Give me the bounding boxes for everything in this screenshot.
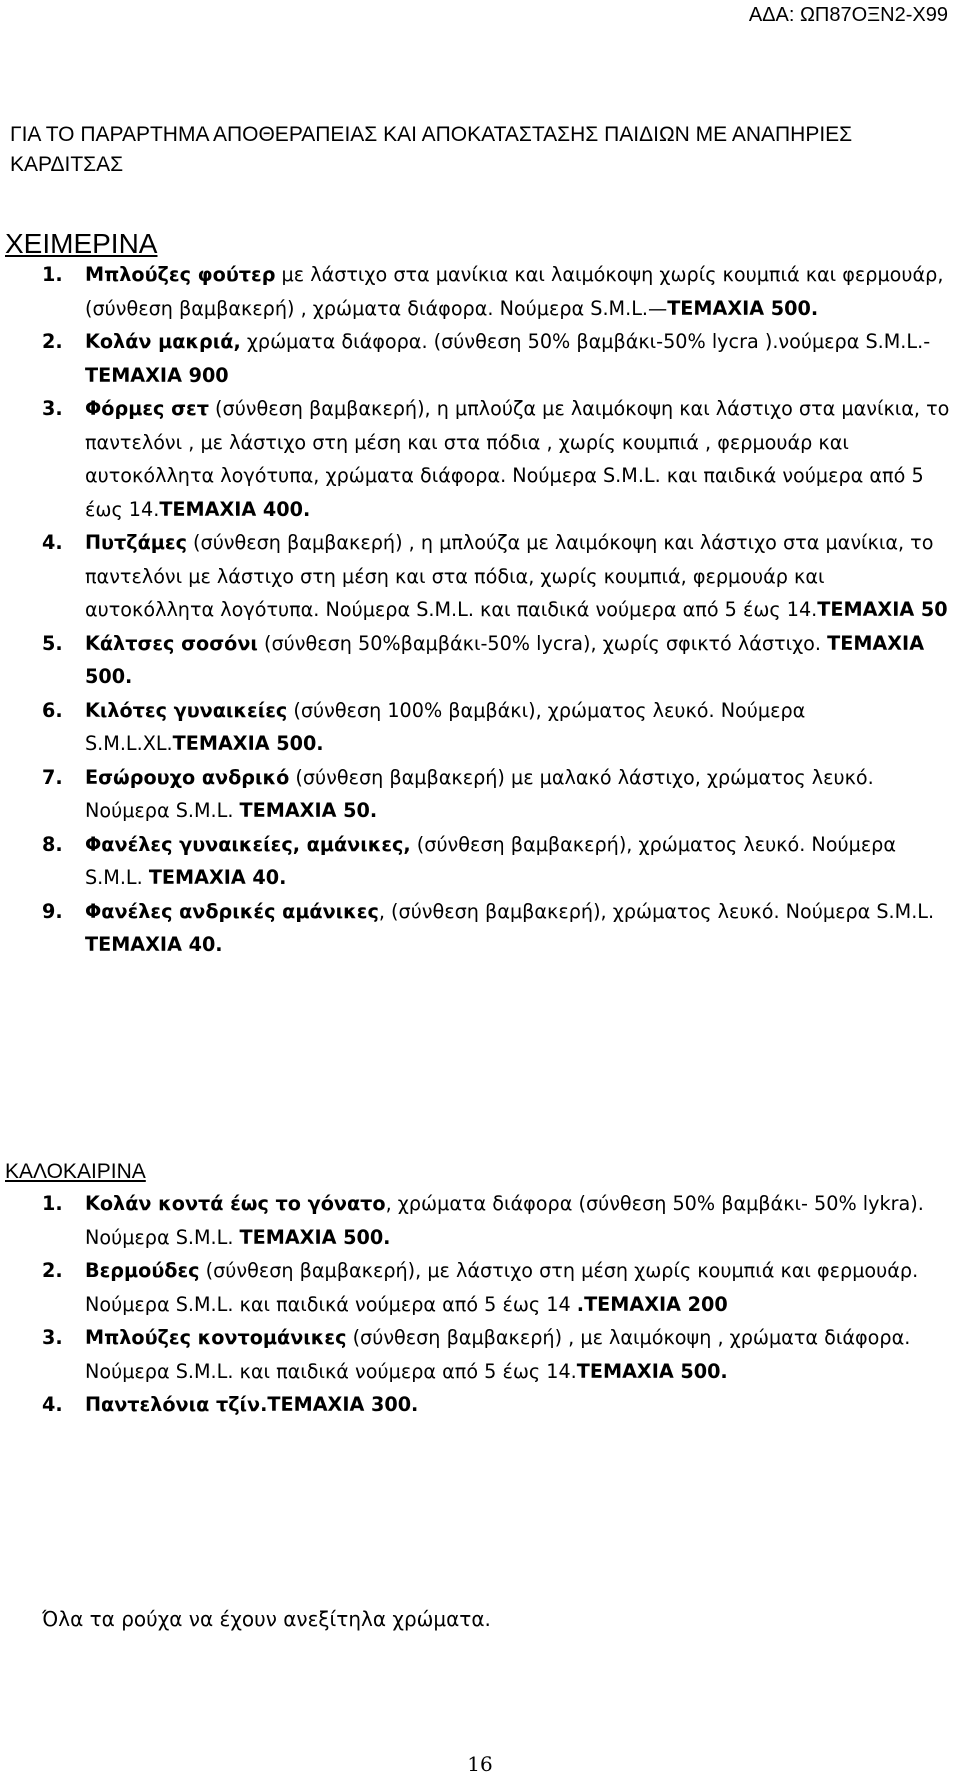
item-description: (σύνθεση 100% βαμβάκι), χρώματος λευκό. Νούμερα S.M.L.XL. [85,698,806,755]
list-item [42,761,957,828]
item-quantity: ΤΕΜΑΧΙΑ 40. [148,866,287,889]
item-name: Κιλότες γυναικείες [85,698,288,722]
item-quantity: ΤΕΜΑΧΙΑ 500. [85,631,925,688]
page-number: 16 [467,1752,493,1776]
item-description: , (σύνθεση βαμβακερή), χρώματος λευκό. Νούμερα S.M.L. [378,899,935,923]
list-item [42,1321,957,1388]
item-quantity: ΤΕΜΑΧΙΑ 500. [576,1359,728,1383]
item-number: 6. [42,698,63,722]
item-number: 3. [42,397,63,420]
item-number: 2. [42,1259,63,1282]
item-name: Εσώρουχο ανδρικό [85,765,290,789]
item-number: 4. [42,531,63,554]
item-description: (σύνθεση βαμβακερή) , με λαιμόκοψη , χρώματα διάφορα. Νούμερα S.M.L. και παιδικά νούμερα από 5 έως 14. [85,1326,911,1383]
item-number: 1. [42,1192,63,1215]
item-name: Πυτζάμες [85,531,187,554]
list-item [42,1187,957,1254]
item-description: (σύνθεση 50%βαμβάκι-50% lycra), χωρίς σφικτό λάστιχο. [257,631,828,655]
item-quantity: ΤΕΜΑΧΙΑ 40. [85,933,223,956]
list-item [42,392,957,526]
item-name: Φανέλες ανδρικές αμάνικες [85,899,379,923]
item-number: 7. [42,765,63,789]
footer-note: Όλα τα ρούχα να έχουν ανεξίτηλα χρώματα. [42,1607,491,1631]
item-quantity: .ΤΕΜΑΧΙΑ 300. [260,1393,419,1416]
list-item [42,828,957,895]
item-name: Φόρμες σετ [85,397,209,420]
item-description: , χρώματα διάφορα (σύνθεση 50% βαμβάκι- 50% lykra). Νούμερα S.M.L. [85,1192,924,1249]
item-name: Μπλούζες φούτερ [85,263,276,286]
item-name: Μπλούζες κοντομάνικες [85,1326,347,1349]
ada-code: ΑΔΑ: ΩΠ87ΟΞΝ2-Χ99 [748,4,948,26]
item-number: 8. [42,832,63,856]
item-quantity: ΤΕΜΑΧΙΑ 500. [667,296,819,320]
item-description: (σύνθεση βαμβακερή), χρώματος λευκό. Νούμερα S.M.L. [85,832,897,889]
item-name: Κολάν μακριά, [85,330,241,353]
item-number: 5. [42,631,63,655]
summer-item-list [42,1187,957,1422]
item-quantity: ΤΕΜΑΧΙΑ 50 [817,598,948,621]
item-description: (σύνθεση βαμβακερή) με μαλακό λάστιχο, χρώματος λευκό. Νούμερα S.M.L. [85,765,874,822]
section-heading-summer: ΚΑΛΟΚΑΙΡΙΝΑ [5,1160,146,1183]
item-name: Κολάν κοντά έως το γόνατο [85,1192,386,1215]
list-item [42,694,957,761]
list-item [42,258,957,325]
item-quantity: ΤΕΜΑΧΙΑ 50. [239,799,378,822]
document-title: ΓΙΑ ΤΟ ΠΑΡΑΡΤΗΜΑ ΑΠΟΘΕΡΑΠΕΙΑΣ ΚΑΙ ΑΠΟΚΑΤΑΣΤΑΣΗΣ ΠΑΙΔΙΩΝ ΜΕ ΑΝΑΠΗΡΙΕΣ ΚΑΡΔΙΤΣΑΣ [10,123,853,176]
item-number: 3. [42,1326,63,1349]
item-quantity: ΤΕΜΑΧΙΑ 400. [159,497,311,521]
item-number: 2. [42,330,63,353]
item-name: Φανέλες γυναικείες, αμάνικες, [85,832,411,856]
item-quantity: ΤΕΜΑΧΙΑ 900 [85,363,229,387]
item-quantity: ΤΕΜΑΧΙΑ 500. [172,732,324,755]
item-description: (σύνθεση βαμβακερή), η μπλούζα με λαιμόκοψη και λάστιχο στα μανίκια, το παντελόνι , με λάστιχο στη μέση και στα πόδια , χωρίς κουμπιά , φερμουάρ και αυτοκόλλητα λογότυπα, χρώματα διάφορα. Νούμερα S.M.L. και παιδικά νούμερα από 5 έως 14. [85,397,950,521]
item-description: (σύνθεση βαμβακερή), με λάστιχο στη μέση χωρίς κουμπιά και φερμουάρ. Νούμερα S.M.L. και παιδικά νούμερα από 5 έως 14 [85,1259,919,1316]
item-description: με λάστιχο στα μανίκια και λαιμόκοψη χωρίς κουμπιά και φερμουάρ, (σύνθεση βαμβακερή) , χρώματα διάφορα. Νούμερα S.M.L.— [85,263,944,320]
item-quantity: .ΤΕΜΑΧΙΑ 200 [576,1292,728,1316]
item-name: Παντελόνια τζίν [85,1393,261,1416]
list-item [42,1254,957,1321]
list-item [42,895,957,962]
item-number: 1. [42,263,63,286]
item-quantity: ΤΕΜΑΧΙΑ 500. [239,1225,391,1249]
list-item [42,627,957,694]
item-description: χρώματα διάφορα. (σύνθεση 50% βαμβάκι-50% lycra ).νούμερα S.M.L.- [240,330,931,353]
list-item [42,325,957,392]
item-name: Κάλτσες σοσόνι [85,631,258,655]
winter-item-list [42,258,957,962]
list-item [42,1388,957,1422]
list-item [42,526,957,627]
item-name: Βερμούδες [85,1259,200,1282]
section-heading-winter: ΧΕΙΜΕΡΙΝΑ [5,228,158,259]
item-description: (σύνθεση βαμβακερή) , η μπλούζα με λαιμόκοψη και λάστιχο στα μανίκια, το παντελόνι με λάστιχο στη μέση και στα πόδια, χωρίς κουμπιά, φερμουάρ και αυτοκόλλητα λογότυπα. Νούμερα S.M.L. και παιδικά νούμερα από 5 έως 14. [85,531,934,621]
item-number: 9. [42,899,63,923]
item-number: 4. [42,1393,63,1416]
